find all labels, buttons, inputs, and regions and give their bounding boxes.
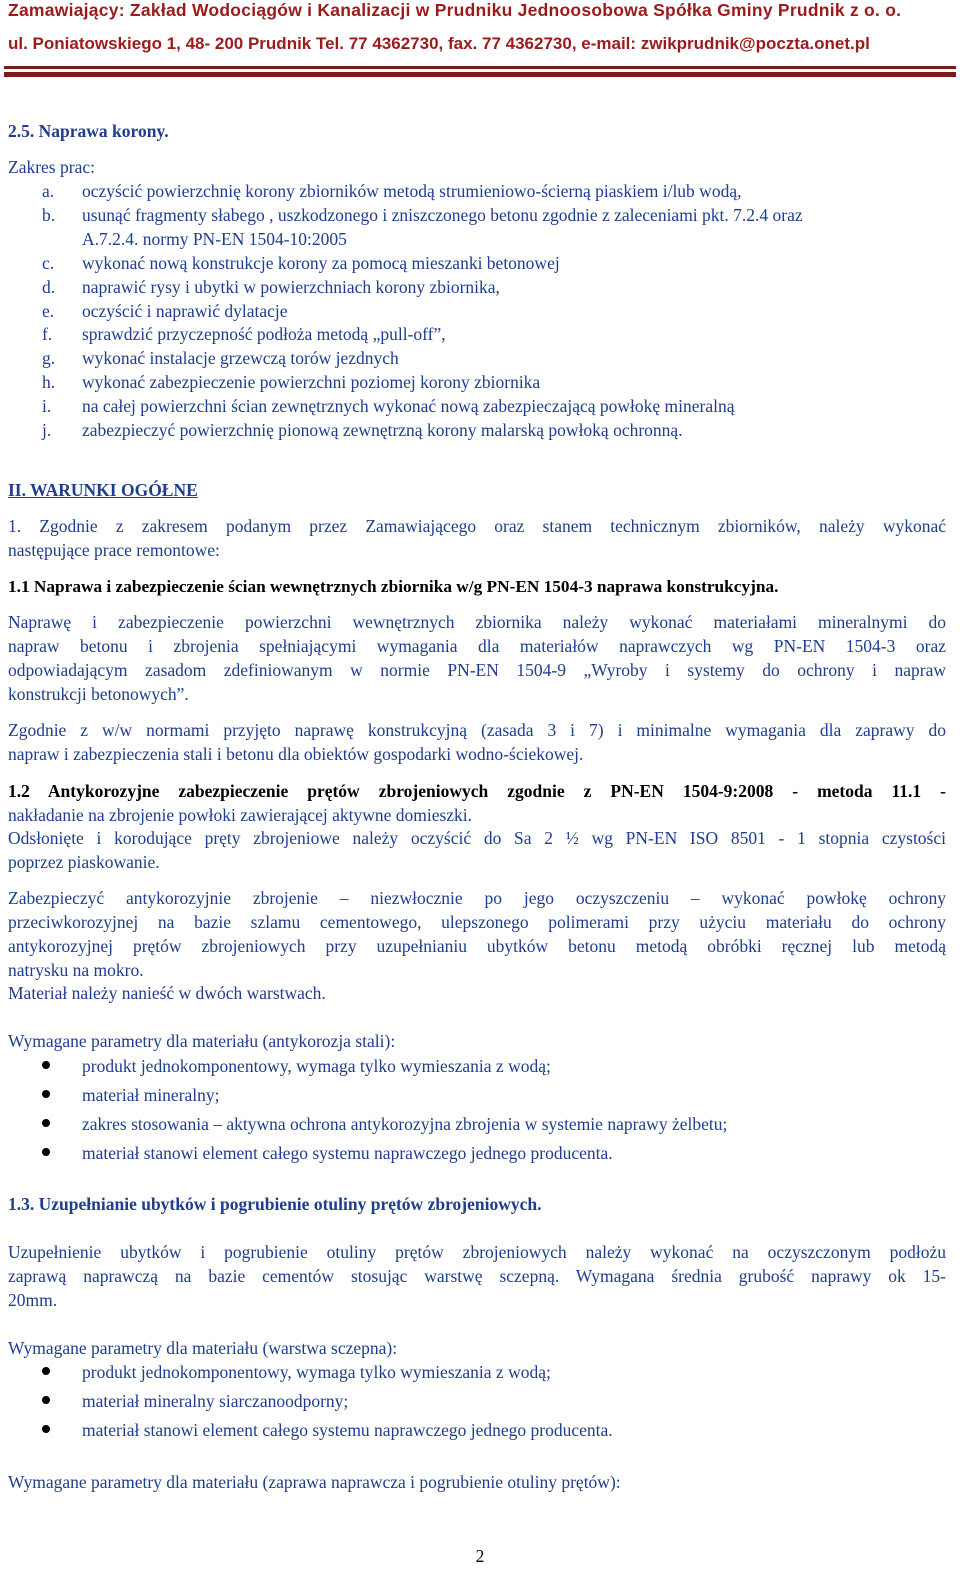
list-item-label: e. [42,301,55,321]
list-item-text-continued: A.7.2.4. normy PN-EN 1504-10:2005 [82,229,347,249]
section-ii-title: II. WARUNKI OGÓŁNE [8,480,198,500]
list-item-text: wykonać zabezpieczenie powierzchni poziomej korony zbiornika [82,372,541,392]
header-line-2: ul. Poniatowskiego 1, 48- 200 Prudnik Tel. 77 4362730, fax. 77 4362730, e-mail: zwikprudnik@poczta.onet.pl [8,34,870,53]
header-rule-thick [4,72,956,77]
list-item-text: oczyścić powierzchnię korony zbiorników metodą strumieniowo-ścierną piaskiem i/lub wodą, [82,181,742,201]
list-item: materiał mineralny siarczanoodporny; [82,1391,349,1411]
paragraph: poprzez piaskowanie. [8,852,160,872]
paragraph: Zabezpieczyć antykorozyjnie zbrojenie – niezwłocznie po jego oczyszczeniu – wykonać powłokę ochrony [8,888,946,908]
list-item: materiał stanowi element całego systemu naprawczego jednego producenta. [82,1143,613,1163]
list-item-text: wykonać nową konstrukcje korony za pomocą mieszanki betonowej [82,253,560,273]
paragraph: antykorozyjnej prętów zbrojeniowych przy uzupełnianiu ubytków betonu metodą obróbki ręcznej lub metodą [8,936,946,956]
scope-label: Zakres prac: [8,157,95,177]
subsection-heading: 1.2 Antykorozyjne zabezpieczenie prętów zbrojeniowych zgodnie z PN-EN 1504-9:2008 - metoda 11.1 - [8,781,946,801]
bullet-icon [42,1061,50,1069]
list-item-text: oczyścić i naprawić dylatacje [82,301,288,321]
paragraph: Materiał należy nanieść w dwóch warstwach. [8,983,326,1003]
list-item-text: wykonać instalacje grzewczą torów jezdnych [82,348,399,368]
paragraph: 20mm. [8,1290,58,1310]
paragraph: przeciwkorozyjnej na bazie szlamu cementowego, ulepszonego polimerami przy użyciu materiału do ochrony [8,912,946,932]
list-item-label: c. [42,253,55,273]
requirements-label: Wymagane parametry dla materiału (zaprawa naprawcza i pogrubienie otuliny prętów): [8,1472,621,1492]
requirements-label: Wymagane parametry dla materiału (antykorozja stali): [8,1031,396,1051]
paragraph: 1. Zgodnie z zakresem podanym przez Zamawiającego oraz stanem technicznym zbiorników, należy wykonać [8,516,946,536]
list-item: materiał mineralny; [82,1085,220,1105]
subsection-heading: 1.3. Uzupełnianie ubytków i pogrubienie otuliny prętów zbrojeniowych. [8,1194,542,1214]
list-item: materiał stanowi element całego systemu naprawczego jednego producenta. [82,1420,613,1440]
paragraph: konstrukcji betonowych”. [8,684,189,704]
list-item-text: usunąć fragmenty słabego , uszkodzonego i zniszczonego betonu zgodnie z zaleceniami pkt. 7.2.4 oraz [82,205,803,225]
section-title: 2.5. Naprawa korony. [8,121,169,141]
paragraph: Uzupełnienie ubytków i pogrubienie otuliny prętów zbrojeniowych należy wykonać na oczyszczonym podłożu [8,1242,946,1262]
list-item-label: i. [42,396,52,416]
list-item: zakres stosowania – aktywna ochrona antykorozyjna zbrojenia w systemie naprawy żelbetu; [82,1114,728,1134]
list-item-label: f. [42,324,53,344]
bullet-icon [42,1148,50,1156]
paragraph: zaprawą naprawczą na bazie cementów stosując warstwę sczepną. Wymagana średnia grubość naprawy ok 15- [8,1266,946,1286]
bullet-icon [42,1396,50,1404]
subsection-heading: 1.1 Naprawa i zabezpieczenie ścian wewnętrznych zbiornika w/g PN-EN 1504-3 naprawa konstrukcyjna. [8,577,779,596]
list-item-label: b. [42,205,56,225]
list-item-label: h. [42,372,56,392]
list-item-text: na całej powierzchni ścian zewnętrznych wykonać nową zabezpieczającą powłokę mineralną [82,396,735,416]
requirements-label: Wymagane parametry dla materiału (warstwa sczepna): [8,1338,398,1358]
list-item: produkt jednokomponentowy, wymaga tylko wymieszania z wodą; [82,1362,551,1382]
list-item: produkt jednokomponentowy, wymaga tylko wymieszania z wodą; [82,1056,551,1076]
paragraph: Zgodnie z w/w normami przyjęto naprawę konstrukcyjną (zasada 3 i 7) i minimalne wymagania dla zaprawy do [8,720,946,740]
paragraph: odpowiadającym zasadom zdefiniowanym w normie PN-EN 1504-9 „Wyroby i systemy do ochrony i napraw [8,660,946,680]
list-item-label: d. [42,277,56,297]
paragraph: natrysku na mokro. [8,960,144,980]
bullet-icon [42,1367,50,1375]
list-item-label: a. [42,181,55,201]
bullet-icon [42,1090,50,1098]
paragraph: nakładanie na zbrojenie powłoki zawierającej aktywne domieszki. [8,805,473,825]
paragraph: napraw betonu i zbrojenia spełniającymi wymagania dla materiałów naprawczych wg PN-EN 1504-3 oraz [8,636,946,656]
page-number: 2 [475,1546,485,1566]
list-item-label: g. [42,348,56,368]
bullet-icon [42,1119,50,1127]
list-item-text: sprawdzić przyczepność podłoża metodą „pull-off”, [82,324,446,344]
paragraph: następujące prace remontowe: [8,540,220,560]
list-item-text: naprawić rysy i ubytki w powierzchniach korony zbiornika, [82,277,500,297]
paragraph: Naprawę i zabezpieczenie powierzchni wewnętrznych zbiornika należy wykonać materiałami mineralnymi do [8,612,946,632]
header-rule-thin [4,66,956,69]
paragraph: napraw i zabezpieczenia stali i betonu dla obiektów gospodarki wodno-ściekowej. [8,744,584,764]
bullet-icon [42,1425,50,1433]
paragraph: Odsłonięte i korodujące pręty zbrojeniowe należy oczyścić do Sa 2 ½ wg PN-EN ISO 8501 - 1 stopnia czystości [8,828,946,848]
header-line-1: Zamawiający: Zakład Wodociągów i Kanalizacji w Prudniku Jednoosobowa Spółka Gminy Prudnik z o. o. [8,0,902,20]
list-item-label: j. [42,420,52,440]
list-item-text: zabezpieczyć powierzchnię pionową zewnętrzną korony malarską powłoką ochronną. [82,420,683,440]
